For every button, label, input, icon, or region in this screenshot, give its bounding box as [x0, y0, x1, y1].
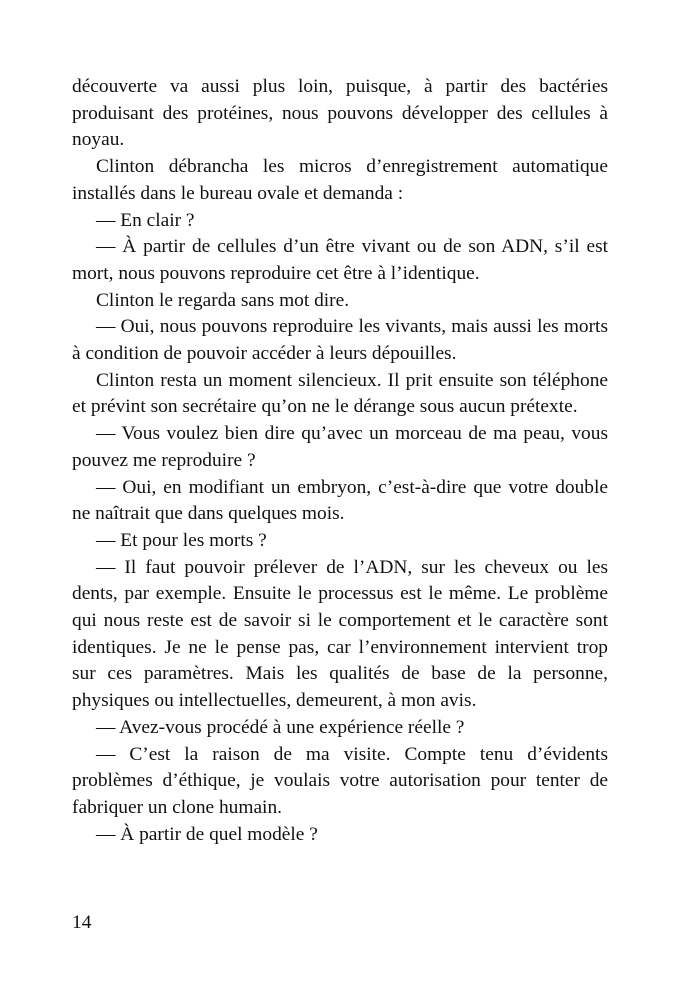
paragraph-dialogue: — À partir de cellules d’un être vivant ou de son ADN, s’il est mort, nous pouvons reproduire cet être à l’identique.	[72, 236, 608, 284]
paragraph-narration: Clinton resta un moment silencieux. Il prit ensuite son téléphone et prévint son secrétaire qu’on ne le dérange sous aucun prétexte.	[72, 369, 608, 418]
paragraph-dialogue: — Avez-vous procédé à une expérience réelle ?	[96, 716, 465, 738]
paragraph-dialogue: — Il faut pouvoir prélever de l’ADN, sur les cheveux ou les dents, par exemple. Ensuite le processus est le même. Le problème qui nous reste est de savoir si le comportement et le caractère sont identiques. Je ne le pense pas, car l’environnement intervient trop sur ces paramètres. Mais les qualités de base de la personne, physiques ou intellectuelles, demeurent, à mon avis.	[72, 556, 608, 712]
paragraph-dialogue: — Oui, en modifiant un embryon, c’est-à-dire que votre double ne naîtrait que dans quelques mois.	[72, 476, 608, 525]
page-number: 14	[72, 912, 92, 933]
paragraph-dialogue: — En clair ?	[96, 209, 195, 231]
paragraph-narration: Clinton débrancha les micros d’enregistrement automatique installés dans le bureau ovale et demanda :	[72, 156, 608, 204]
paragraph-continuation: découverte va aussi plus loin, puisque, à partir des bactéries produisant des protéines, nous pouvons développer des cellules à noyau.	[72, 76, 608, 151]
paragraph-dialogue: — À partir de quel modèle ?	[96, 823, 318, 845]
paragraph-narration: Clinton le regarda sans mot dire.	[96, 289, 350, 311]
paragraph-dialogue: — Oui, nous pouvons reproduire les vivants, mais aussi les morts à condition de pouvoir accéder à leurs dépouilles.	[72, 316, 608, 365]
paragraph-dialogue: — C’est la raison de ma visite. Compte tenu d’évidents problèmes d’éthique, je voulais votre autorisation pour tenter de fabriquer un clone humain.	[72, 743, 608, 818]
paragraph-dialogue: — Et pour les morts ?	[96, 529, 267, 551]
paragraph-dialogue: — Vous voulez bien dire qu’avec un morceau de ma peau, vous pouvez me reproduire ?	[72, 423, 608, 471]
body-text	[72, 74, 608, 848]
